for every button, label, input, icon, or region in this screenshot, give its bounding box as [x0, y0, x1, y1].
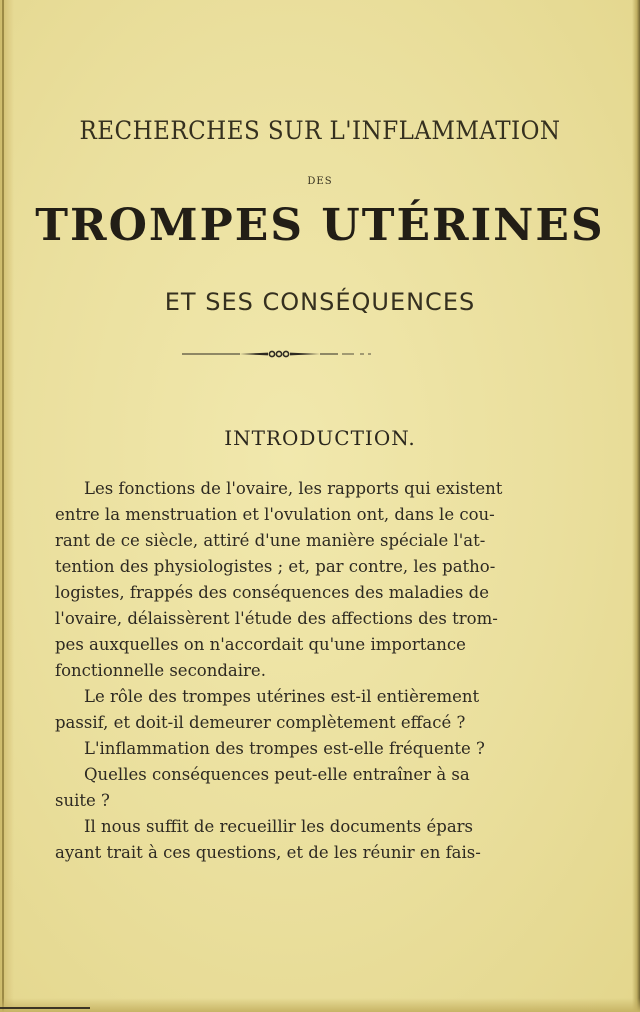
page-right-edge: [632, 0, 640, 1012]
body-line: ayant trait à ces questions, et de les réunir en fais-: [55, 843, 481, 862]
body-line: Il nous suffit de recueillir les documents épars: [84, 817, 474, 836]
body-line: logistes, frappés des conséquences des maladies de: [55, 583, 489, 602]
body-line: passif, et doit-il demeurer complètement effacé ?: [55, 713, 466, 732]
body-line: rant de ce siècle, attiré d'une manière spéciale l'at-: [55, 531, 486, 550]
body-line: Le rôle des trompes utérines est-il entièrement: [84, 687, 480, 706]
subtitle: ET SES CONSÉQUENCES: [164, 288, 476, 316]
body-line: entre la menstruation et l'ovulation ont, dans le cou-: [55, 505, 495, 524]
body-line: fonctionnelle secondaire.: [55, 661, 266, 680]
supertitle: RECHERCHES SUR L'INFLAMMATION: [79, 116, 561, 145]
page-title: TROMPES UTÉRINES: [35, 200, 605, 251]
page-left-edge: [0, 0, 14, 1012]
body-line: suite ?: [55, 791, 110, 810]
body-line: L'inflammation des trompes est-elle fréquente ?: [84, 739, 485, 758]
page-bottom-edge: [0, 998, 640, 1012]
body-line: tention des physiologistes ; et, par contre, les patho-: [55, 557, 496, 576]
body-line: Quelles conséquences peut-elle entraîner à sa: [84, 765, 470, 784]
body-line: Les fonctions de l'ovaire, les rapports qui existent: [84, 479, 503, 498]
title-connector: DES: [307, 176, 333, 187]
ornament-divider-icon: [180, 344, 380, 364]
body-line: pes auxquelles on n'accordait qu'une importance: [55, 635, 466, 654]
section-heading: INTRODUCTION.: [224, 426, 416, 450]
body-line: l'ovaire, délaissèrent l'étude des affections des trom-: [55, 609, 498, 628]
